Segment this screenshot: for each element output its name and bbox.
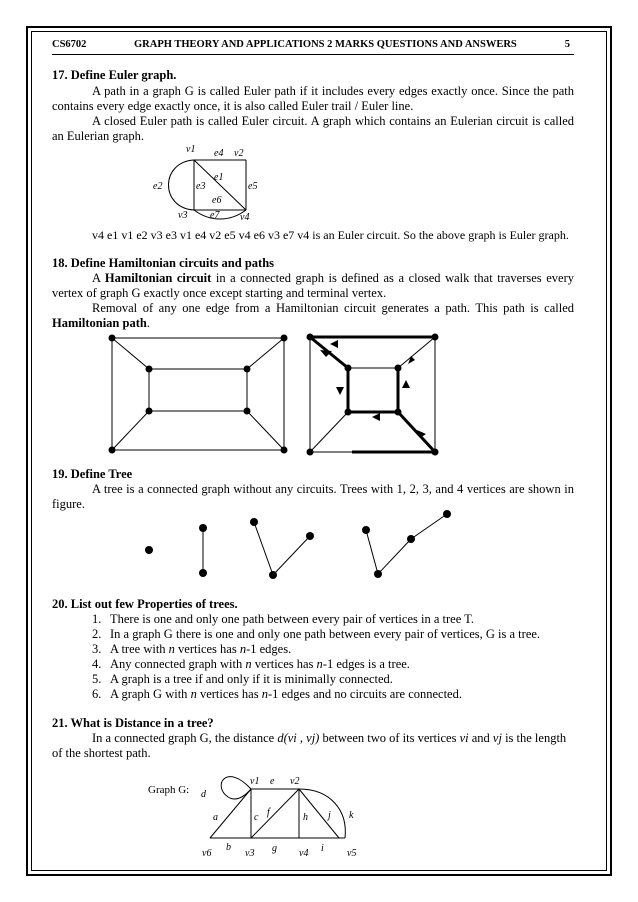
label-v4: v4 [299,848,309,859]
q20-heading: 20. List out few Properties of trees. [52,597,238,611]
page-number: 5 [564,39,570,50]
label-f: f [267,807,270,818]
label-h: h [303,812,308,823]
q17-heading: 17. Define Euler graph. [52,68,177,82]
label-d: d [201,789,206,800]
q17-para1-line2: contains every edge exactly once, it is also called Euler trail / Euler line. [52,99,414,113]
hamiltonian-graph-left [109,335,288,454]
q18-para2-line1: Removal of any one edge from a Hamiltonian circuit generates a path. This path is called [92,301,574,315]
q19-para-line2: figure. [52,497,85,511]
q18-heading: 18. Define Hamiltonian circuits and paths [52,256,275,270]
list-item: 3. A tree with n vertices has n-1 edges. [92,642,292,656]
list-item: 2. In a graph G there is one and only one path between every pair of vertices, G is a tree. [92,627,541,641]
hamiltonian-path-term: Hamiltonian path [52,316,147,330]
header-title: GRAPH THEORY AND APPLICATIONS 2 MARKS QUESTIONS AND ANSWERS [134,39,517,50]
label-c: c [254,812,259,823]
label-v5: v5 [347,848,357,859]
q21-para-line2: of the shortest path. [52,746,151,760]
label-v2: v2 [290,776,300,787]
label-e1: e1 [214,172,224,183]
label-i: i [321,843,324,854]
label-e3: e3 [196,181,206,192]
list-item: 1. There is one and only one path between every pair of vertices in a tree T. [92,612,474,626]
label-e: e [270,776,275,787]
label-k: k [349,810,354,821]
label-v1: v1 [250,776,260,787]
label-j: j [328,810,331,821]
q21-heading: 21. What is Distance in a tree? [52,716,214,730]
q18-para1-line1: A Hamiltonian circuit in a connected graph is defined as a closed walk that traverses every [92,271,574,285]
label-v1: v1 [186,144,196,155]
label-a: a [213,812,218,823]
q18-para1-line2: vertex of graph G exactly once except starting and terminal vertex. [52,286,387,300]
q19-para-line1: A tree is a connected graph without any circuits. Trees with 1, 2, 3, and 4 vertices are shown in [92,482,574,496]
q17-para2-line2: an Eulerian graph. [52,129,144,143]
label-g: g [272,843,277,854]
label-v3: v3 [245,848,255,859]
q19-heading: 19. Define Tree [52,467,133,481]
label-e7: e7 [210,210,220,221]
arrow-icon [402,380,410,388]
label-e4: e4 [214,148,224,159]
trees-diagram [145,510,451,579]
label-e5: e5 [248,181,258,192]
label-e6: e6 [212,195,222,206]
list-item: 6. A graph G with n vertices has n-1 edges and no circuits are connected. [92,687,462,701]
q17-circuit-text: v4 e1 v1 e2 v3 e3 v1 e4 v2 e5 v4 e6 v3 e7 v4 is an Euler circuit. So the above graph is Euler graph. [92,228,569,242]
hamiltonian-circuit-diagram [307,334,439,456]
arrow-icon [336,387,344,395]
arrow-icon [330,340,338,348]
list-item: 4. Any connected graph with n vertices has n-1 edges is a tree. [92,657,410,671]
distance-graph-diagram [210,777,345,838]
label-v4: v4 [240,212,250,223]
graph-g-label: Graph G: [148,784,190,796]
label-v3: v3 [178,210,188,221]
q17-para1-line1: A path in a graph G is called Euler path if it includes every edges exactly once. Since the path [92,84,574,98]
q18-para2-line2: Hamiltonian path. [52,316,150,330]
course-code: CS6702 [52,39,87,50]
q21-para-line1: In a connected graph G, the distance d(vi , vj) between two of its vertices vi and vj is the length [92,731,567,745]
label-v2: v2 [234,148,244,159]
hamiltonian-circuit-term: Hamiltonian circuit [104,271,212,285]
label-v6: v6 [202,848,212,859]
distance-graph-labels [201,776,356,859]
label-b: b [226,842,231,853]
list-item: 5. A graph is a tree if and only if it is minimally connected. [92,672,393,686]
label-e2: e2 [153,181,163,192]
arrow-icon [372,413,380,421]
q17-para2-line1: A closed Euler path is called Euler circuit. A graph which contains an Eulerian circuit is called [92,114,574,128]
arrow-icon [408,356,415,364]
